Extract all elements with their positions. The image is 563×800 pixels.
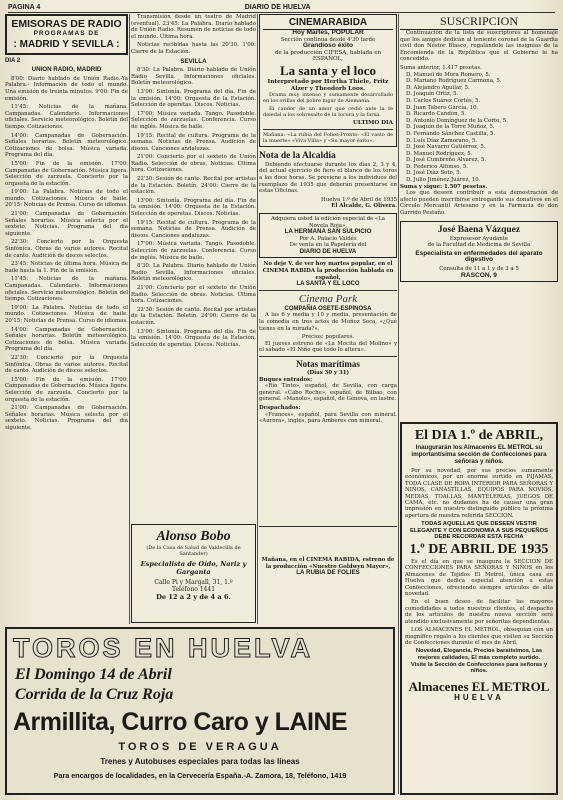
metrol-date: 1.º DE ABRIL DE 1935 <box>409 542 549 558</box>
alcaldia-body: Debiendo efectuarse durante los días 2, 3 y 4, del actual ejercicio de fiero el blanco de los toros a las doce horas. Se previene a los individuos del reemplazo de 1935 que deberán presentarse en estas Oficinas. <box>259 161 397 195</box>
film-cast: Interpretado por Hertha Thiele, Fritz Alzer y Theodorb Loos. <box>267 78 389 92</box>
suscripcion-total: Suma y sigue: 1.507 pesetas. <box>400 183 488 190</box>
alonso-bobo-ad <box>131 524 256 623</box>
radio-text: 19'00: La Palabra. Noticias de todo el mundo. Cotizaciones. Música de baile. 20'15: Noticias de Prensa. Curso de idiomas. <box>5 189 128 209</box>
radio-text: 8'00: Diario hablado de Unión Radio.-Ya Palabra.- Información de todo el mundo. Una emisión de treinta minutos. 9'00: Fin de emisión. <box>5 75 128 102</box>
column-rule <box>398 14 399 794</box>
radio-text: 15'00: Fin de la emisión. 17'00: Campanadas de Gobernación. Música ligera. Selección de zarzuela. Concierto por la orquesta de la estación. <box>5 376 128 403</box>
last-day: ULTIMO DIA <box>353 120 393 127</box>
radio-text: 19'00: La Palabra. Noticias de todo el mundo. Cotizaciones. Música de baile. 20'15: Noticias de Prensa. Curso de idiomas. <box>5 304 128 324</box>
cinema-sub: de la producción CIFESA, hablada en ESPAÑOL, <box>274 49 382 63</box>
novela-title: LA HERMANA SAN SULPICIO <box>284 228 372 236</box>
toros-bullfighters: Armillita, Curro Caro y LAINE <box>13 708 348 736</box>
radio-text: 21'00: Campanadas de Gobernación. Señales horarias. Música selecta por el sexteto. Noticias. Programa del día siguiente. <box>5 405 128 431</box>
radio-text: 19'15: Recital de cultura. Programa de la semana. Noticias de Prensa. Audición de discos. Canciones andaluzas. <box>131 132 256 152</box>
park-teaser-film: LA SANTA Y EL LOCO <box>296 281 360 288</box>
alcaldia-sign: El Alcalde, G. Olivera. <box>331 203 397 210</box>
rabida-tomorrow-text: Mañana, en el CINEMA RABIDA, estreno de la producción «Nuestro Goldwyn Mayer», <box>261 557 395 570</box>
toros-tickets: Para encargos de localidades, en la Cervecería España.-A. Zamora, 18, Teléfono, 1419 <box>53 771 347 780</box>
subscriber-name: D. Manuel de Mora Romero, 5. <box>406 71 491 78</box>
toros-date: El Domingo 14 de Abril <box>15 666 172 683</box>
cinema-title: CINEMARABIDA <box>263 17 393 30</box>
maritimas-body: «Frances», español, para Sevilla con mineral. «Aurora», inglés, para Amberes con mineral. <box>259 411 397 425</box>
column-rule <box>129 14 130 624</box>
park-next: El jueves estreno de «La Mocita del Molino» y el sábado «El Niño que todo lo altera». <box>259 340 397 354</box>
radio-title-box <box>5 14 128 55</box>
cinema-sub: Sección continua desde 4'30 tarde <box>280 36 376 43</box>
metrol-ad <box>400 422 558 795</box>
radio-cities: : MADRID Y SEVILLA : <box>13 38 120 50</box>
cinema-sub: Grandioso éxito <box>302 42 354 50</box>
radio-text: 14'00: Campanadas de Gobernación. Señales horarias. Boletín meteorológico. Cotizaciones de bolsa. Música variada. Programa del día. <box>5 326 128 353</box>
metrol-body: LOS ALMACENES EL METROL, obsequian con un magnífico regalo a los clientes que visiten su Sección de Confecciones durante el mes de Abril. <box>405 627 553 646</box>
radio-text: 13'00: Sintonía. Programa del día. Fin de la emisión. 14'00: Orquesta de la Estación. Selección de operetas. Discos. Noticias. <box>131 328 256 348</box>
metrol-city: HUELVA <box>454 692 504 702</box>
baena-line: Expresesor Ayudante <box>449 235 509 242</box>
maritimas-sub: Despachados: <box>259 404 301 411</box>
suscripcion-column <box>400 14 558 434</box>
baena-ad <box>400 221 558 283</box>
doctor-hours: De 12 a 2 y de 4 a 6. <box>156 593 231 601</box>
park-prices: Precios: populares. <box>301 334 355 341</box>
subscriber-name: D. Antonio Domínguez de la Corte, 5. <box>406 117 508 124</box>
park-teaser: No deje V. de ver hoy martes popular, en el CINEMA RABIDA la producción hablada en español, <box>262 261 394 281</box>
cinema-column <box>259 14 397 534</box>
radio-column-2 <box>131 14 256 534</box>
column-rule <box>257 14 258 624</box>
maritimas-title: Notas marítimas <box>296 359 360 369</box>
radio-title: EMISORAS DE RADIO <box>11 18 122 30</box>
metrol-slogan: Visite la Sección de Confecciones para señoras y niños. <box>410 661 548 675</box>
metrol-body: Por su novedad, por sus precios sumamente económicos, por un enorme surtido en PIJAMAS, TODA CLASE DE ROPA INTERIOR PARA SEÑORAS Y NIÑOS, CANASTILLAS, EQUIPOS PARA NOVIOS, MEDIAS, TOALLAS, MANTELERIAS, JUEGOS DE CAMA, etc. no dudamos ha de causar una gran impresión en nuestro distinguido público la próxima apertura de nuestra referida SECCION. <box>405 468 553 519</box>
paper-name: DIARIO DE HUELVA <box>244 3 311 11</box>
radio-text: 22'30: Sesión de canto. Recital por artistas de la Estación. Boletín. 24'00: Cierre de la estación. <box>131 306 256 326</box>
baena-address: RASCON, 9 <box>461 271 497 279</box>
baena-line: de la Facultad de Medicina de Sevilla <box>427 242 531 249</box>
radio-text: 22'30: Sesión de canto. Recital por artistas de la Estación. Boletín. 24'00: Cierre de la estación. <box>131 176 256 196</box>
suscripcion-body: Continuación de la lista de suscriptores al homenaje que los amigos dedican al teniente coronel de la Guardia civil don Néstor Blasco, regalándole las insignias de la Encomienda de la República que el Gobierno le ha concedido. <box>400 30 558 63</box>
subscriber-name: D. José Cumbreño Alvarez, 5. <box>406 157 487 164</box>
doctor-address: Calle Pi y Margall, 31, 1.º <box>154 579 233 586</box>
radio-text: 8'30: La Palabra. Diario hablado de Unión Radio Sevilla. Informaciones oficiales. Boletín meteorológico. <box>131 67 256 87</box>
doctor-specialty: Especialista de Oído, Nariz y Garganta <box>140 560 247 576</box>
radio-text: 21'00: Campanadas de Gobernación. Señales horarias. Música selecta por el sexteto. Noticias. Programa del día siguiente. <box>5 211 128 237</box>
subscriber-name: D. Joaquín Ortiz, 5. <box>406 91 459 98</box>
subscriber-name: D. Federico Alfonso, 5. <box>406 163 469 170</box>
radio-text: 19'15: Recital de cultura. Programa de la semana. Noticias de Prensa. Audición de discos. Canciones andaluzas. <box>131 219 256 239</box>
doctor-name: Alonso Bobo <box>156 529 231 544</box>
radio-text: 11'45: Noticias de la mañana. Campanadas. Calendario. Informaciones oficiales. Servicio meteorológico. Boletín del tiempo. Cotizaciones. <box>5 276 128 303</box>
divider <box>259 526 397 527</box>
cinema-sub: Hoy Martes, POPULAR <box>292 29 364 36</box>
metrol-headline: El DIA 1.º de ABRIL, <box>414 428 544 443</box>
metrol-sub: Inaugurarán los Almacenes EL METROL su importantísima sección de Confecciones para señoras y niños. <box>411 444 547 465</box>
radio-text: 8'30: La Palabra. Diario hablado de Unión Radio Sevilla. Informaciones oficiales. Boletín meteorológico. <box>131 263 256 283</box>
subscriber-name: D. Fernando Sánchez Castilla, 5. <box>406 130 496 137</box>
alcaldia-title: Nota de la Alcaldía <box>259 150 336 161</box>
cinema-rabida-ad <box>259 14 397 147</box>
metrol-body: TODAS AQUELLAS QUE DESEEN VESTIR ELEGANTE Y CON ECONOMIA A SUS PEQUEÑOS DEBE RECORDAR ESTA FECHA <box>410 521 548 541</box>
doctor-phone: Teléfono 1441 <box>171 586 216 593</box>
alcaldia-date: Huelva 1.º de Abril de 1935 <box>321 196 397 203</box>
film-title: La santa y el loco <box>279 62 377 78</box>
metrol-body: En el buen deseo de facilitar las mayores comodidades a todos nuestros clientes, el despacho de los artículos de nuestra nueva sección será atendido exclusivamente por señoritas dependientas. <box>405 599 553 625</box>
subscriber-name: D. Juan Tabero García, 10. <box>406 104 479 111</box>
novela-author: Por A. Palacio Valdés <box>299 235 357 242</box>
radio-text: 21'00: Concierto por el sexteto de Unión Radio. Selección de obras. Noticias. Última hora. Cotizaciones. <box>131 284 256 305</box>
baena-specialty: Especialista en enfermedades del aparato digestivo <box>415 249 543 264</box>
radio-column <box>5 14 128 622</box>
radio-subtitle: PROGRAMAS DE <box>33 30 100 37</box>
station-name: SEVILLA <box>180 57 207 65</box>
toros-event: Corrida de la Cruz Roja <box>15 686 174 703</box>
station-name: UNION RADIO, MADRID <box>31 66 102 74</box>
toros-title: TOROS EN HUELVA <box>13 633 314 663</box>
subscriber-name: D. Joaquín de la Torre Muñoz, 5. <box>406 124 495 131</box>
subscriber-name: D. Carlos Suárez Cortés, 5. <box>406 97 481 104</box>
park-title: Cinema Park <box>298 292 358 305</box>
divider <box>259 356 397 357</box>
metrol-slogan: Novedad, Elegancia, Precios baratísimos, Las mejores calidades, El más completo surtido. <box>415 648 543 661</box>
divider <box>259 290 397 291</box>
radio-text: Transmisión desde un teatro de Madrid (eventual). 23'45: La Palabra. Diario hablado de Unión Radio. Resumen de noticias de todo el mundo. Última hora. <box>131 14 256 40</box>
maritimas-date: (Dias 30 y 31) <box>306 370 350 376</box>
novela-line: Adquiera usted la edición especial de «La Novela Roja», <box>270 215 386 229</box>
suscripcion-names <box>400 72 558 184</box>
subscriber-name: D. José Díaz Soto, 5. <box>406 170 462 177</box>
rabida-tomorrow <box>259 524 397 623</box>
page-number: PAGINA 4 <box>8 3 41 11</box>
radio-text: 23'45: Noticias de última hora. Música de baile hasta la 1. Fin de la emisión. <box>5 261 128 274</box>
divider <box>263 129 393 130</box>
metrol-name: Almacenes EL METROL <box>408 678 550 694</box>
subscriber-name: D. Alejandro Aguilar, 5. <box>406 84 470 91</box>
park-body: A las 6 y media y 10 y media, presentación de la comedia en tres actos de Muñoz Seca, «¿Qué tienes en la mirada?». <box>259 312 397 332</box>
subscriber-name: D. Luis Díaz Zamorano, 5. <box>406 137 478 144</box>
radio-text: 11'45: Noticias de la mañana. Campanadas. Calendario. Informaciones oficiales. Servicio meteorológico. Boletín del tiempo. Cotizaciones. <box>5 104 128 130</box>
radio-text: 13'00: Sintonía. Programa del día. Fin de la emisión. 14'00: Orquesta de la Estación. Selección de operetas. Discos. Noticias. <box>131 197 256 218</box>
suscripcion-sum: Suma anterior, 1.417 pesetas. <box>400 64 482 71</box>
maritimas-body: «Río Tinto», español, de Sevilla, con carga general. «Cabo Roche», español, de Bilbao, con general. «Manolo», español, de Génova, en lastre. <box>259 383 397 403</box>
rabida-tomorrow-film: LA RUBIA DE FOLIES <box>296 569 360 577</box>
toros-transport: Trenes y Autobuses especiales para todas las líneas <box>100 757 300 766</box>
subscriber-name: D. Manuel Rodríguez, 5. <box>406 150 473 157</box>
radio-text: 13'00: Sintonía. Programa del día. Fin de la emisión. 14'00: Orquesta de la Estación. Selección de operetas. Discos. Noticias. <box>131 88 256 109</box>
novela-ad <box>259 213 397 259</box>
subscriber-name: D. Ricardo Candón, 5. <box>406 111 467 118</box>
radio-text: 14'00: Campanadas de Gobernación. Señales horarias. Boletín meteorológico. Cotizaciones de bolsa. Música variada. Programa del día. <box>5 132 128 159</box>
novela-line: De venta en la Papelería del <box>289 242 367 249</box>
tomorrow-note: Mañana: «La rubia del Folies-Pronto: «El vasto de la muerte» «Viva Villa» y «Su mayor éxito». <box>263 131 393 144</box>
film-desc: El candor de un amor que cedió ante la fe deiedal a los sobresalto de la locura y la farsa. <box>263 106 393 119</box>
radio-day: DIA 2 <box>5 57 21 64</box>
suscripcion-close: Los que deseen contribuir a esta demostración de afecto pueden inscribirse entregando sus donativos en el Círculo Mercantil Artesano y en la Farmacia de don Garrido Pestaño. <box>400 190 558 217</box>
radio-text: 21'00: Concierto por el sexteto de Unión Radio. Selección de obras. Noticias. Última hora. Cotizaciones. <box>131 154 256 174</box>
metrol-body: Es el día en que se inaugura la SECCION DE CONFECCIONES PARA SEÑORAS Y NIÑOS en los Almacenes de Tejidos El Metrol, única casa en Huelva que dedica especial atención a estas Confecciones, ofreciendo siempre artículos de alta novedad. <box>405 559 553 598</box>
doctor-sub: (De la Casa de Salud de Valdecilla de Santander) <box>146 545 241 557</box>
radio-text: 17'00: Música variada. Tango. Pasodoble. Selección de zarzuelas. Conferencia. Curso de inglés. Música de baile. <box>131 110 256 130</box>
maritimas-sub: Buques entrados: <box>259 376 313 383</box>
radio-text: Noticias recibidas hasta las 20'30. 1'00: Cierre de la Estación. <box>131 42 256 55</box>
park-company: COMPAÑIA OSETE-ESPINOSA <box>284 305 372 312</box>
subscriber-name: D. Mariano Rodríguez Carmona, 5. <box>406 78 502 85</box>
radio-text: 17'00: Música variada. Tango. Pasodoble. Selección de zarzuelas. Conferencia. Curso de inglés. Música de baile. <box>131 241 256 261</box>
radio-text: 15'00: Fin de la emisión. 17'00: Campanadas de Gobernación. Música ligera. Selección de zarzuela. Concierto por la orquesta de la estación. <box>5 160 128 187</box>
radio-text: 22'30: Concierto por la Orquesta Sinfónica. Obras de varios autores. Recital de canto. Audición de discos selectos. <box>5 239 128 259</box>
novela-paper: DIARIO DE HUELVA <box>299 248 357 255</box>
baena-hours: Consulta de 11 a 1 y de 3 a 5 <box>439 266 519 272</box>
toros-bulls: TOROS DE VERAGUA <box>118 741 282 753</box>
page-header <box>8 2 555 13</box>
subscriber-name: D. Julio Jiménez Juárez, 10. <box>406 177 481 184</box>
radio-text: 22'30: Concierto por la Orquesta Sinfónica. Obras de varios autores. Recital de canto. Audición de discos selectos. <box>5 354 128 375</box>
subscriber-name: D. José Navarro Gutiérrez, 5. <box>406 144 486 151</box>
suscripcion-title: SUSCRIPCION <box>400 14 558 30</box>
toros-ad <box>5 627 395 795</box>
baena-name: José Baena Vázquez <box>437 224 521 235</box>
film-desc: Drama muy intenso y sumamente desarrollado en los orillas del pobre lugar de Alemania. <box>263 92 393 105</box>
